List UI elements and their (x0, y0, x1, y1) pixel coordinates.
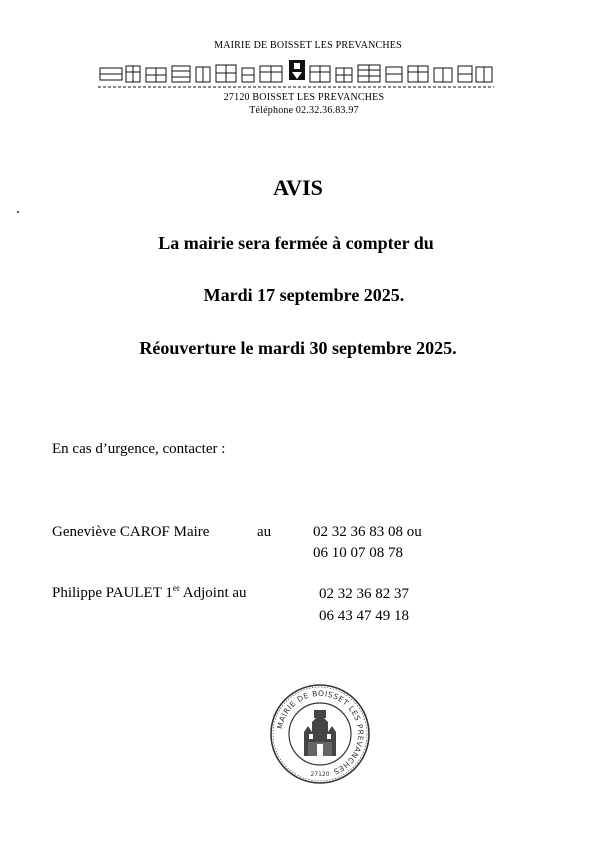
contact-2-name (52, 585, 247, 602)
emergency-intro: En cas d’urgence, contacter : (52, 441, 226, 457)
contact-2-phone-2: 06 43 47 49 18 (319, 608, 409, 624)
seal-postcode: 27120 (310, 771, 330, 778)
notice-title: AVIS (273, 175, 323, 200)
contact-1-phone-1: 02 32 36 83 08 ou (313, 524, 422, 540)
mairie-phone: Téléphone 02.32.36.83.97 (249, 105, 359, 116)
notice-line-closure: La mairie sera fermée à compter du (158, 233, 434, 253)
scan-speck (17, 211, 19, 213)
contact-2-ordinal: er (172, 583, 180, 593)
notice-line-reopening: Réouverture le mardi 30 septembre 2025. (139, 338, 457, 358)
mairie-seal-stamp (268, 682, 372, 786)
contact-2-phone-1: 02 32 36 82 37 (319, 586, 409, 602)
notice-line-date: Mardi 17 septembre 2025. (203, 285, 405, 305)
contact-2-name-start: Philippe PAULET 1 (52, 585, 173, 601)
mairie-name: MAIRIE DE BOISSET LES PREVANCHES (214, 40, 402, 51)
contact-2-name-end: Adjoint au (179, 585, 247, 601)
seal-ring-text: MAIRIE DE BOISSET LES PREVANCHES (275, 688, 366, 777)
letterhead-banner (96, 60, 496, 90)
contact-1-phone-2: 06 10 07 08 78 (313, 545, 403, 561)
contact-1-au: au (257, 524, 272, 540)
contact-1-name: Geneviève CAROF Maire (52, 524, 210, 540)
mairie-address: 27120 BOISSET LES PREVANCHES (223, 92, 385, 103)
